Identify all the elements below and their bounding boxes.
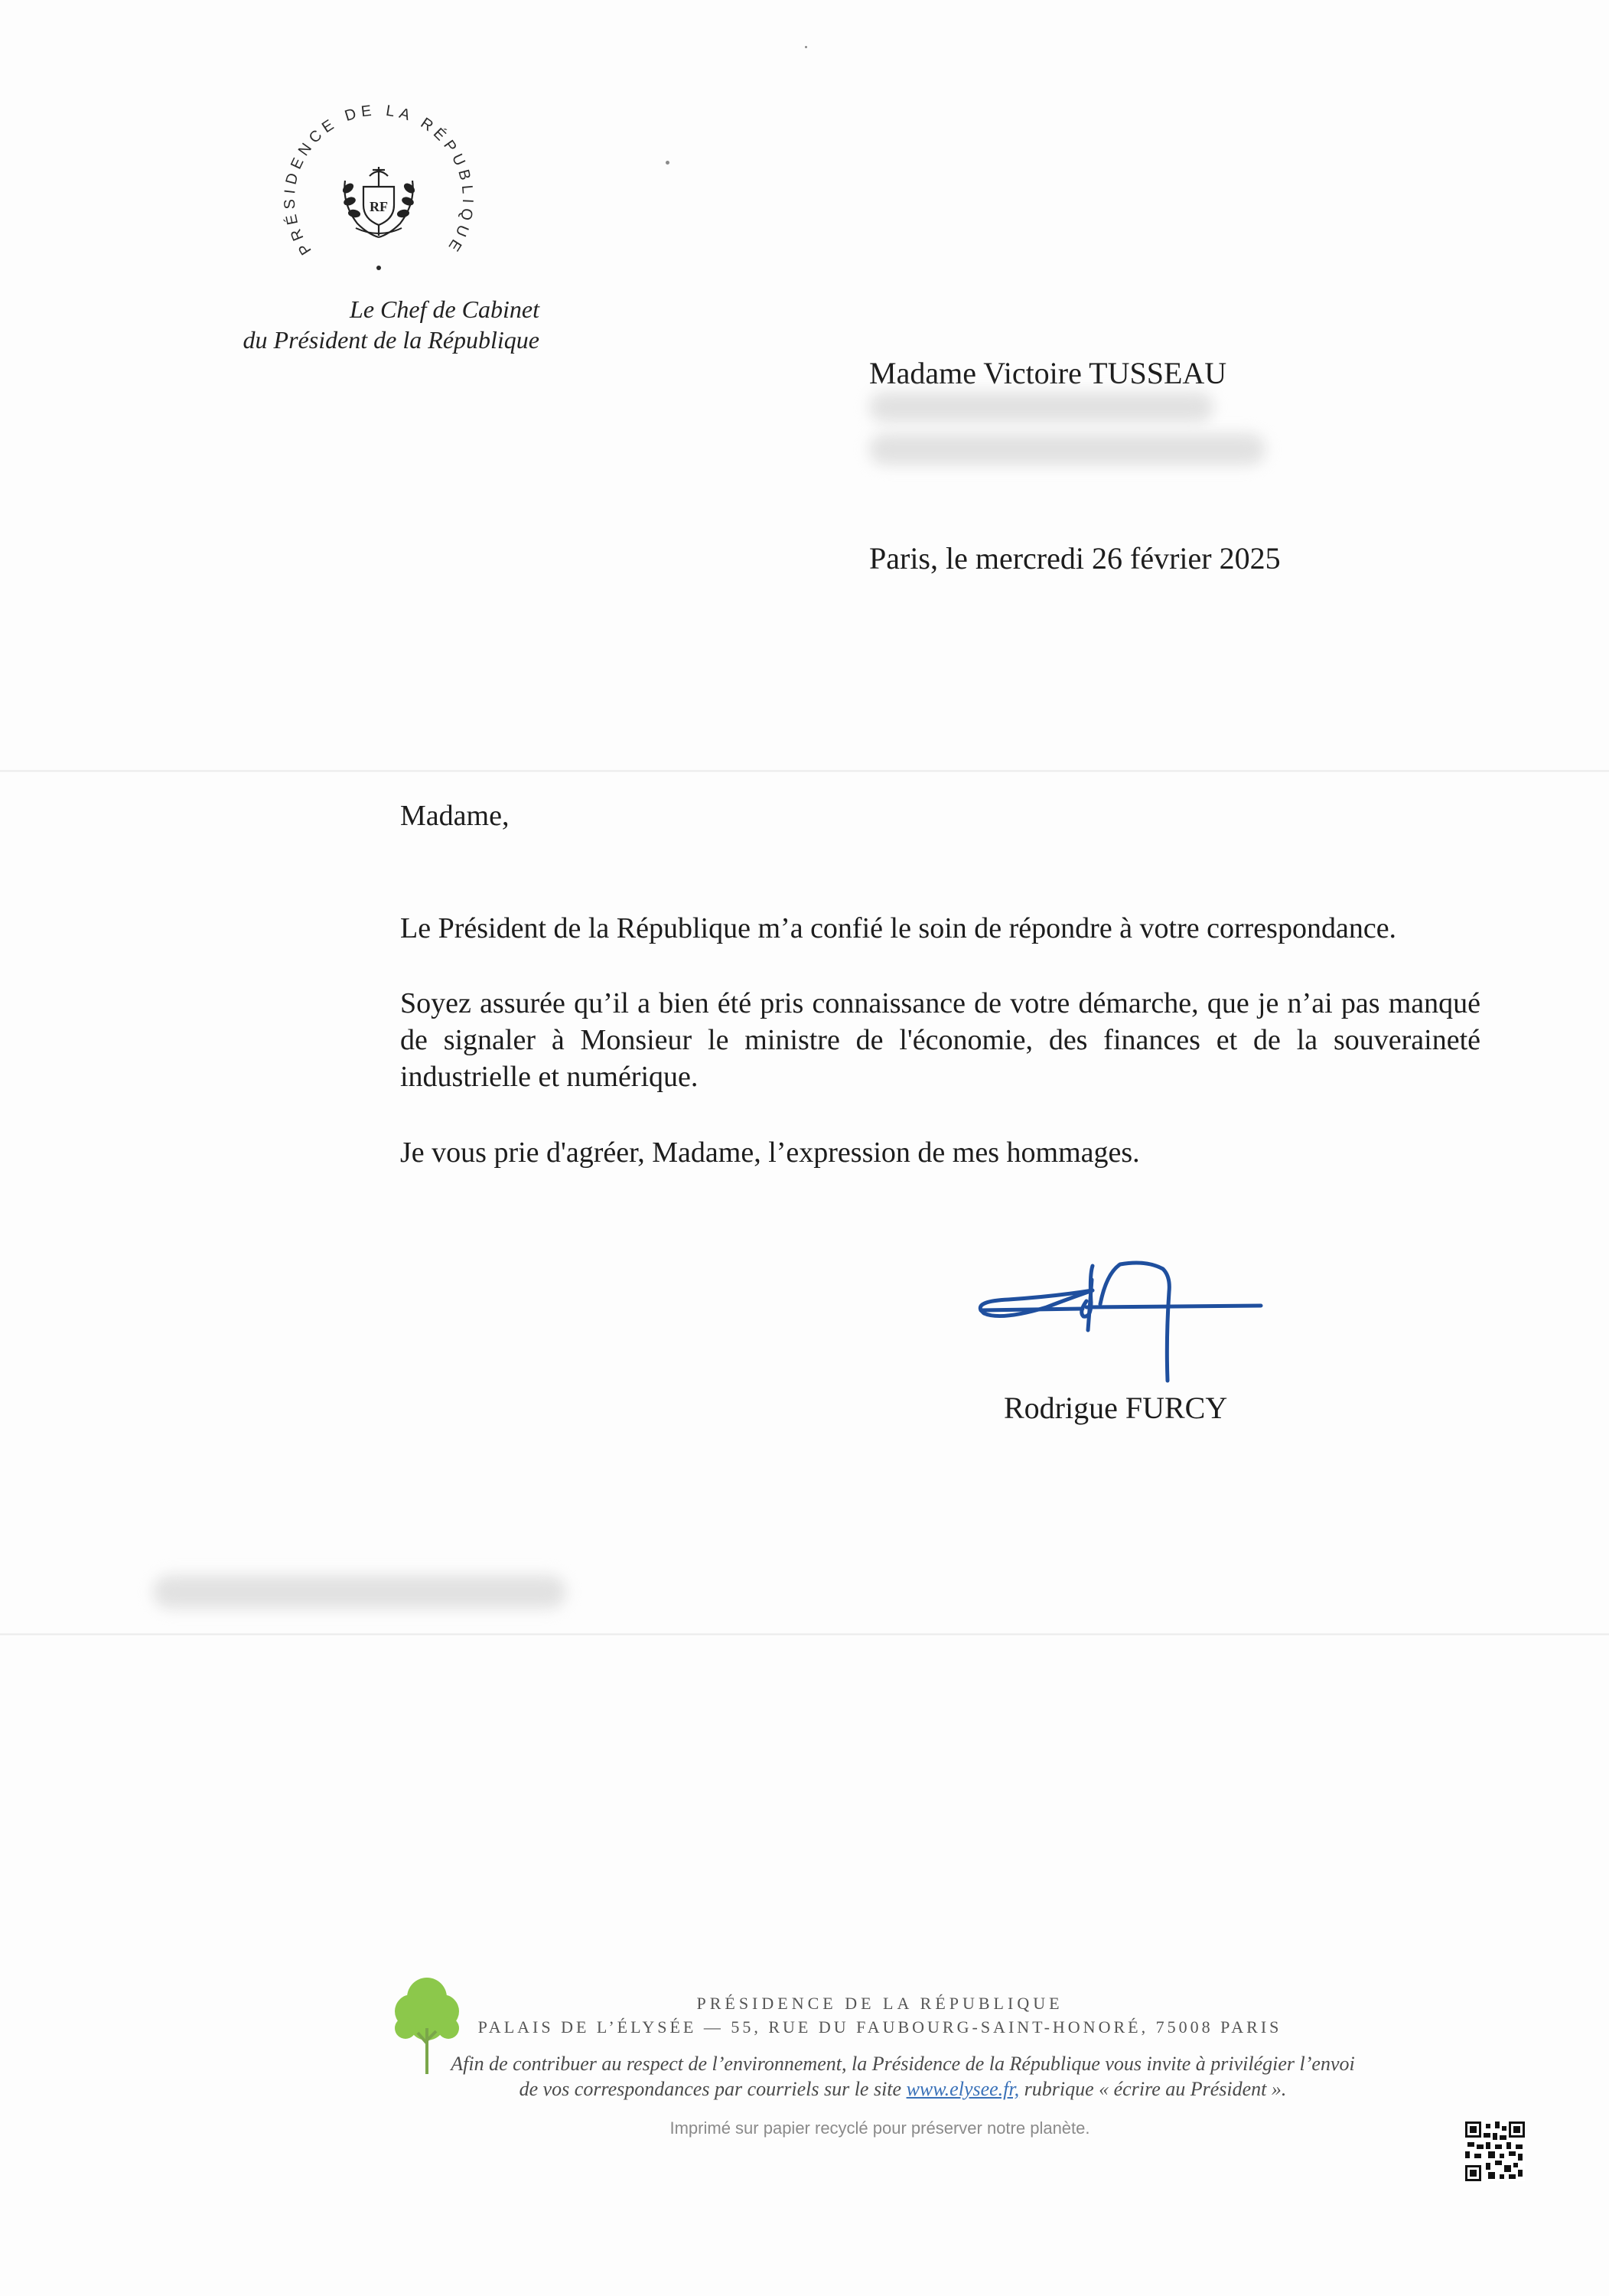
paragraph-1: Le Président de la République m’a confié le soin de répondre à votre correspondance.: [400, 912, 1397, 944]
sender-title: [115, 294, 539, 355]
sender-title-line1: Le Chef de Cabinet: [350, 295, 539, 323]
redacted-address-line: [869, 392, 1213, 422]
paper-speck: [805, 46, 807, 48]
paragraph-2: Soyez assurée qu’il a bien été pris connaissance de votre démarche, que je n’ai pas manqué de signaler à Monsieur le ministre de l'économie, des finances et de la souveraineté industrielle et numérique.: [400, 987, 1480, 1093]
qr-code: [1465, 2122, 1525, 2181]
footer-eco-notice: [440, 2051, 1366, 2102]
redacted-reference: [153, 1575, 566, 1609]
paper-fold-line: [0, 770, 1609, 772]
paragraph-3: Je vous prie d'agréer, Madame, l’expression de mes hommages.: [400, 1137, 1140, 1169]
signatory-name: Rodrigue FURCY: [1004, 1391, 1228, 1425]
handwritten-signature: [972, 1240, 1278, 1393]
recipient-name: Madame Victoire TUSSEAU: [869, 356, 1227, 390]
footer-address: PALAIS DE L’ÉLYSÉE — 55, RUE DU FAUBOURG-SAINT-HONORÉ, 75008 PARIS: [477, 2017, 1282, 2037]
footer-institution: PRÉSIDENCE DE LA RÉPUBLIQUE: [696, 1994, 1063, 2013]
recycled-paper-note: Imprimé sur papier recyclé pour préserver notre planète.: [669, 2118, 1090, 2138]
sender-title-line2: du Président de la République: [243, 326, 539, 354]
redacted-address-line: [869, 433, 1265, 465]
seal-ring-text: PRÉSIDENCE DE LA RÉPUBLIQUE: [281, 102, 477, 258]
letter-date: Paris, le mercredi 26 février 2025: [869, 541, 1281, 576]
paper-fold-line: [0, 1633, 1609, 1636]
eco-notice-text: Afin de contribuer au respect de l’environnement, la Présidence de la République vous invite à privilégier l’envoi de vos correspondances par courriels sur le site: [451, 2053, 1355, 2100]
elysee-website-link[interactable]: www.elysee.fr,: [906, 2078, 1020, 2100]
seal-monogram: RF: [370, 199, 388, 214]
presidency-seal: [264, 90, 493, 320]
eco-notice-rubrique: rubrique « écrire au Président ».: [1019, 2078, 1287, 2100]
paper-speck: [666, 161, 669, 165]
salutation: Madame,: [400, 800, 510, 832]
